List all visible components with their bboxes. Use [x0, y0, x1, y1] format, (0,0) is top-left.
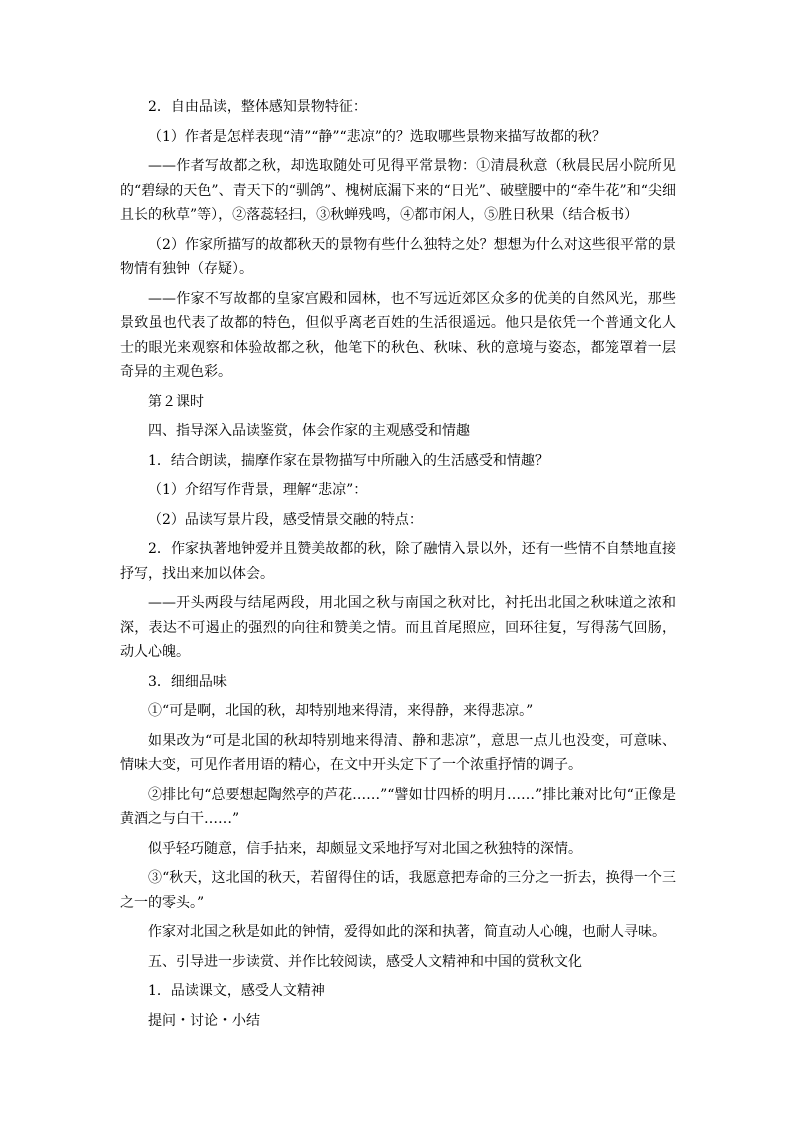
item-1-sub-1: （1）介绍写作背景，理解“悲凉”： [148, 482, 368, 498]
quote-3-analysis: 作家对北国之秋是如此的钟情，爱得如此的深和执著，简直动人心魄，也耐人寻味。 [148, 924, 666, 940]
quote-2-analysis: 似乎轻巧随意，信手拈来，却颇显文采地抒写对北国之秋独特的深情。 [148, 840, 582, 857]
section-five-item-1: 1．品读课文，感受人文精神 [148, 983, 325, 999]
quote-1-analysis: 如果改为“可是北国的秋却特别地来得清、静和悲凉”，意思一点儿也没变，可意味、情味大变，可见作者用语的精心，在文中开头定下了一个浓重抒情的调子。 [120, 732, 676, 773]
item-2-heading: 2．作家执著地钟爱并且赞美故都的秋，除了融情入景以外，还有一些情不自禁地直接抒写，找出来加以体会。 [120, 541, 676, 582]
question-1: （1）作者是怎样表现“清”“静”“悲凉”的？选取哪些景物来描写故都的秋？ [148, 128, 606, 145]
quote-1: ①“可是啊，北国的秋，却特别地来得清，来得静，来得悲凉。” [148, 703, 534, 719]
section-four-heading: 四、指导深入品读鉴赏，体会作家的主观感受和情趣 [148, 423, 470, 439]
answer-2: ——作家不写故都的皇家宫殿和园林，也不写远近郊区众多的优美的自然风光，那些景致虽也代表了故都的特色，但似乎离老百姓的生活很遥远。他只是依凭一个普通文化人士的眼光来观察和体验故都之秋，他笔下的秋色、秋味、秋的意境与姿态，都笼罩着一层奇异的主观色彩。 [120, 290, 676, 380]
quote-2: ②排比句“总要想起陶然亭的芦花……”“譬如廿四桥的明月……”排比兼对比句“正像是黄酒之与白干……” [120, 786, 676, 827]
discussion-steps: 提问・讨论・小结 [148, 1012, 260, 1029]
quote-3: ③“秋天，这北国的秋天，若留得住的话，我愿意把寿命的三分之一折去，换得一个三之一的零头。” [120, 870, 676, 911]
answer-1: ——作者写故都之秋，却选取随处可见得平常景物：①清晨秋意（秋晨民居小院所见的“碧绿的天色”、青天下的“驯鸽”、槐树底漏下来的“日光”、破壁腰中的“牵牛花”和“尖细且长的秋草”等），②落蕊轻扫，③秋蝉残鸣，④都市闲人，⑤胜日秋果（结合板书） [120, 158, 676, 223]
section-heading-free-reading: 2．自由品读，整体感知景物特征： [148, 99, 367, 115]
item-1-heading: 1．结合朗读，揣摩作家在景物描写中所融入的生活感受和情趣？ [148, 452, 549, 469]
item-1-sub-2: （2）品读写景片段，感受情景交融的特点： [148, 511, 423, 528]
section-five-heading: 五、引导进一步读赏、并作比较阅读，感受人文精神和中国的赏秋文化 [148, 953, 582, 970]
question-2: （2）作家所描写的故都秋天的景物有些什么独特之处？想想为什么对这些很平常的景物情有独钟（存疑）。 [120, 236, 676, 277]
item-3-heading: 3．细细品味 [148, 673, 227, 690]
lesson-2-heading: 第２课时 [148, 393, 204, 410]
item-2-answer: ——开头两段与结尾两段，用北国之秋与南国之秋对比，衬托出北国之秋味道之浓和深，表达不可遏止的强烈的向往和赞美之情。而且首尾照应，回环往复，写得荡气回肠，动人心魄。 [120, 595, 676, 660]
document-body [120, 95, 676, 1038]
